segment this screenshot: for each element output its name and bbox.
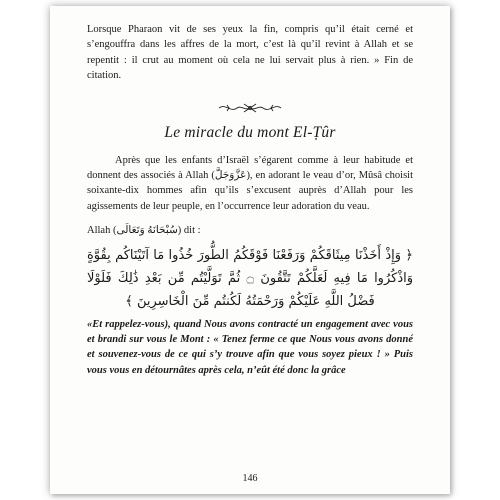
quran-intro-line: Allah (سُبْحَانَهُ وَتَعَالَى) dit : [87, 225, 201, 237]
paragraph-pharaoh: Lorsque Pharaon vit de ses yeux la fin, compris qu’il était cerné et s’engouffra dans les affres de la mort, c’est là qu’il revint à Allah et se repentit : il crut au moment où cela ne lui servait plus à rien. » Fin de citation. [87, 24, 413, 82]
paragraph-golden-calf: Après que les enfants d’Israël s’égarent comme à leur habitude et donnent des associés à Allah (عَزَّوَجَلَّ), en adorant le veau d’or, Mûsâ choisit soixante-dix hommes afin qu’ils s’excusent auprès d’Allah pour les agissements de leur peuple, en l’occurrence leur adoration du veau. [87, 154, 413, 212]
verse-translation: «Et rappelez-vous), quand Nous avons contracté un engagement avec vous et brandi sur vous le Mont : « Tenez ferme ce que Nous vous avons donné et souvenez-vous de ce qui s’y trouve afin que vous soyez pieux ! » Puis vous vous en détournâtes après cela, n’eût été donc la grâce [87, 318, 413, 376]
ornament-divider [87, 101, 413, 115]
arabic-verse: ﴿ وَإِذْ أَخَذْنَا مِيثَاقَكُمْ وَرَفَعْنَا فَوْقَكُمُ الطُّورَ خُذُوا مَا آتَيْنَاكُم بِقُوَّةٍ وَاذْكُرُوا مَا فِيهِ لَعَلَّكُمْ تَتَّقُونَ ۝ ثُمَّ تَوَلَّيْتُم مِّن بَعْدِ ذَٰلِكَ فَلَوْلَا فَضْلُ اللَّهِ عَلَيْكُمْ وَرَحْمَتُهُ لَكُنتُم مِّنَ الْخَاسِرِينَ ﴾ [87, 247, 413, 309]
chapter-title: Le miracle du mont El-Ṭûr [164, 123, 336, 141]
page-content [87, 22, 413, 378]
page-number: 146 [242, 473, 258, 484]
ornament-icon [217, 101, 283, 115]
book-page [50, 6, 450, 494]
